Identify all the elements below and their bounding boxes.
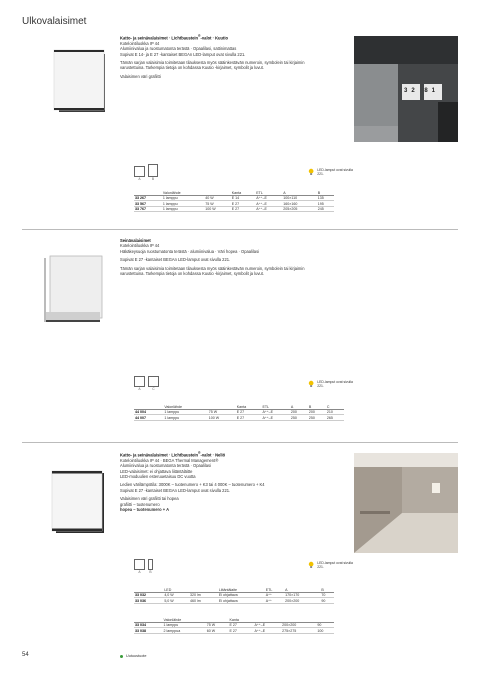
table-cell: 170×170 [284, 593, 320, 598]
spec-table [134, 587, 334, 604]
table-header-cell: Liitäntälaite [218, 587, 265, 593]
divider [22, 229, 458, 230]
table-cell: 320 lm [189, 593, 218, 598]
table-row [134, 628, 334, 633]
table-row [134, 598, 334, 603]
spec-table [134, 404, 344, 421]
dimension-front-icon [134, 559, 145, 570]
table-header-cell: Kanta [231, 190, 255, 196]
spec-table [134, 190, 334, 212]
spec-note: Valaisimen väri grafiitti [120, 73, 161, 79]
table-cell: 200 [290, 410, 308, 415]
dimension-side-icon [148, 376, 159, 387]
table-header-cell: ETL [255, 190, 282, 196]
page-title: Ulkovalaisimet [22, 16, 87, 27]
table-cell: 1 lamppu [162, 196, 204, 201]
table-row [134, 206, 334, 211]
product-image-square-wall [22, 451, 116, 555]
product-description [120, 238, 320, 276]
product-heading: Katto- ja seinävalaisimet · Lichtbaustein®-valot · Neliö [120, 451, 226, 458]
table-header-cell: LED [163, 587, 189, 593]
table-header-cell: C [326, 404, 344, 410]
led-note: LED-lamput ovat sivulla 221. [308, 561, 356, 570]
spec-line: LED-moduulien esteruuetaisuu DC vuotta [120, 473, 196, 479]
spec-line: Valaisimen väri grafiitti tai hopea [120, 496, 179, 502]
led-note: LED-lamput ovat sivulla 221. [308, 380, 356, 389]
photo-house-number-wall [354, 36, 458, 142]
page-number: 54 [22, 652, 29, 658]
table-cell: 75 W [204, 201, 231, 206]
table-cell: 250 [290, 415, 308, 420]
table-cell: 100×110 [282, 196, 317, 201]
led-bulb-icon [308, 380, 314, 388]
product-description [120, 451, 330, 512]
product-heading: Katto- ja seinävalaisimet · Lichtbaustein®-valot · Kuutio [120, 34, 229, 41]
table-cell: 460 lm [189, 598, 218, 603]
table-header-cell: A [284, 587, 320, 593]
new-product-legend: Uutuustuote [120, 654, 146, 658]
table-header-cell: Kanta [236, 404, 262, 410]
table-cell: A⁺⁺–E [254, 623, 282, 628]
table-cell: 1 lamppu [163, 623, 206, 628]
product-image-cube-wall [22, 34, 116, 138]
table-cell: 1 lamppu [162, 206, 204, 211]
section-1 [22, 30, 458, 220]
spec-line: LED-valaisimet: ei ohjattava liitäntäläitte [120, 468, 193, 474]
spec-line: Kotelointiluokka IP 44 · BEGA Thermal Management® [120, 457, 219, 463]
table-cell: A⁺⁺–E [255, 206, 282, 211]
product-code: 33 567 [134, 201, 162, 206]
table-cell: 40 W [204, 196, 231, 201]
table-cell: E 27 [231, 201, 255, 206]
table-header-cell: A [290, 404, 308, 410]
table-cell: 210 [326, 410, 344, 415]
table-cell: 135 [317, 196, 334, 201]
table-cell: A⁺⁺–E [261, 410, 289, 415]
table-header-cell: ETL [265, 587, 284, 593]
table-cell: A⁺⁺–E [255, 201, 282, 206]
spec-line: Sopivat E 27 -kantaiset BEGAn LED-lamput ovat sivulla 221. [120, 257, 231, 263]
table-cell: 2 lamppua [163, 628, 206, 633]
dimension-icons: A B [134, 559, 153, 574]
table-cell: 195 [317, 201, 334, 206]
product-code: 33 032 [134, 593, 163, 598]
led-bulb-icon [308, 168, 314, 176]
spec-line: Sopivat E 27 -kantaiset BEGAn LED-lamput ovat sivulla 221. [120, 487, 231, 493]
table-cell: E 27 [236, 410, 262, 415]
spec-line: grafiitti – tuotenumero [120, 501, 160, 507]
product-code: 33 767 [134, 206, 162, 211]
table-cell: A⁺⁺–E [254, 628, 282, 633]
table-cell: 200 [308, 410, 326, 415]
table-cell: A⁺⁺ [265, 593, 284, 598]
table-cell: 90 [316, 623, 334, 628]
table-cell: 245 [317, 206, 334, 211]
spec-line: hopea – tuotenumero + A [120, 507, 170, 513]
house-number: 32 81 [404, 88, 440, 94]
spec-paragraph: Tämän sarjan valaisimia toimitetaan tilauksesta myös sääinkestävän numeroin, symbolein tai kirjaimin varustettuina. Tarkempia tietoja on kohdassa Kuutio -kirjaimet, symbolit ja luvut. [120, 59, 305, 71]
spec-paragraph: Tämän sarjan valaisimia toimitetaan tilauksesta myös sääinkestävän numeroin, symbolein tai kirjaimin varustettuina. Tarkempia tietoja on kohdassa Kuutio -kirjaimet, symbolit ja luvut. [120, 265, 305, 277]
table-cell: E 27 [229, 628, 254, 633]
table-cell: A⁺⁺–E [261, 415, 289, 420]
product-code: 33 038 [134, 628, 163, 633]
spec-line: Sopivat E 14- ja E 27 -kantaiset BEGAn LED-lamput ovat sivulla 221. [120, 51, 246, 57]
dimension-side-icon [148, 559, 153, 570]
table-cell: E 27 [236, 415, 262, 420]
led-note: LED-lamput ovat sivulla 221. [308, 168, 356, 177]
product-code: 33 034 [134, 623, 163, 628]
table-cell: 160×160 [282, 201, 317, 206]
table-cell: 275×275 [281, 628, 316, 633]
table-cell: 205×205 [282, 206, 317, 211]
spec-line: Kotelointiluokka IP 44 [120, 40, 160, 46]
table-cell: 90 [320, 598, 334, 603]
table-cell: 4,0 W [163, 593, 189, 598]
table-header-cell: B [317, 190, 334, 196]
table-cell: 60 W [206, 628, 229, 633]
table-cell: E 27 [229, 623, 254, 628]
divider [22, 442, 458, 443]
table-cell: A⁺⁺–E [255, 196, 282, 201]
product-code: 33 036 [134, 598, 163, 603]
table-cell: 100 [316, 628, 334, 633]
spec-line: Kotelointiluokka IP 44 [120, 243, 160, 249]
table-row [134, 410, 344, 415]
product-image-wall-cube [22, 238, 116, 342]
table-header-cell: B [308, 404, 326, 410]
table-header-cell: Valonlähde [162, 190, 204, 196]
table-cell: E 27 [231, 206, 255, 211]
table-cell: 1 lamppu [163, 410, 207, 415]
product-heading: Seinävalaisimet [120, 238, 151, 243]
table-header-cell: Kanta [229, 617, 254, 623]
table-cell: 1 lamppu [162, 201, 204, 206]
dimension-front-icon [134, 166, 145, 177]
section-2 [22, 234, 458, 434]
section-3 [22, 447, 458, 647]
table-cell: E 14 [231, 196, 255, 201]
table-cell: 5,0 W [163, 598, 189, 603]
led-bulb-icon [308, 561, 314, 569]
table-cell: Ei ohjattava [218, 593, 265, 598]
table-header-cell: Valonlähde [163, 617, 206, 623]
product-description [120, 34, 320, 79]
table-cell: 200×200 [281, 623, 316, 628]
photo-terrace-wall [354, 453, 458, 553]
table-cell: 200×200 [284, 598, 320, 603]
spec-line: Alumiinivalua ja ruostumatonta terästä · Opaalilasi [120, 463, 212, 469]
table-header-cell: ETL [261, 404, 289, 410]
dimension-icons: A C [134, 376, 159, 391]
spec-line: Ledien värilämpötila: 3000K – tuotenumero + K3 tai 4 000K – tuotenumero + K4 [120, 482, 265, 488]
product-code: 33 267 [134, 196, 162, 201]
table-cell: 1 lamppu [163, 415, 207, 420]
table-cell: 100 W [208, 415, 236, 420]
spec-line: Alumiinivalua ja ruostumatonta terästä · Opaalilasi, sattinimattas [120, 46, 237, 52]
table-header-cell: A [282, 190, 317, 196]
dimension-icons: A B [134, 164, 158, 181]
table-header-cell: Valonlähde [163, 404, 207, 410]
table-cell: Ei ohjattava [218, 598, 265, 603]
table-header-cell: B [320, 587, 334, 593]
product-code: 44 007 [134, 415, 163, 420]
table-cell: 75 W [208, 410, 236, 415]
table-cell: A⁺⁺ [265, 598, 284, 603]
table-cell: 70 [320, 593, 334, 598]
dimension-side-icon [148, 164, 158, 177]
table-cell: 100 W [204, 206, 231, 211]
product-code: 44 004 [134, 410, 163, 415]
table-cell: 75 W [206, 623, 229, 628]
new-product-dot-icon [120, 655, 123, 658]
table-cell: 265 [326, 415, 344, 420]
spec-line: Häkäkeysuoja ruostumatonta terästä · alumiinivalua · Väri hopea · Opaalilasi [120, 248, 260, 254]
dimension-front-icon [134, 376, 145, 387]
spec-table [134, 617, 334, 634]
table-row [134, 415, 344, 420]
table-cell: 250 [308, 415, 326, 420]
